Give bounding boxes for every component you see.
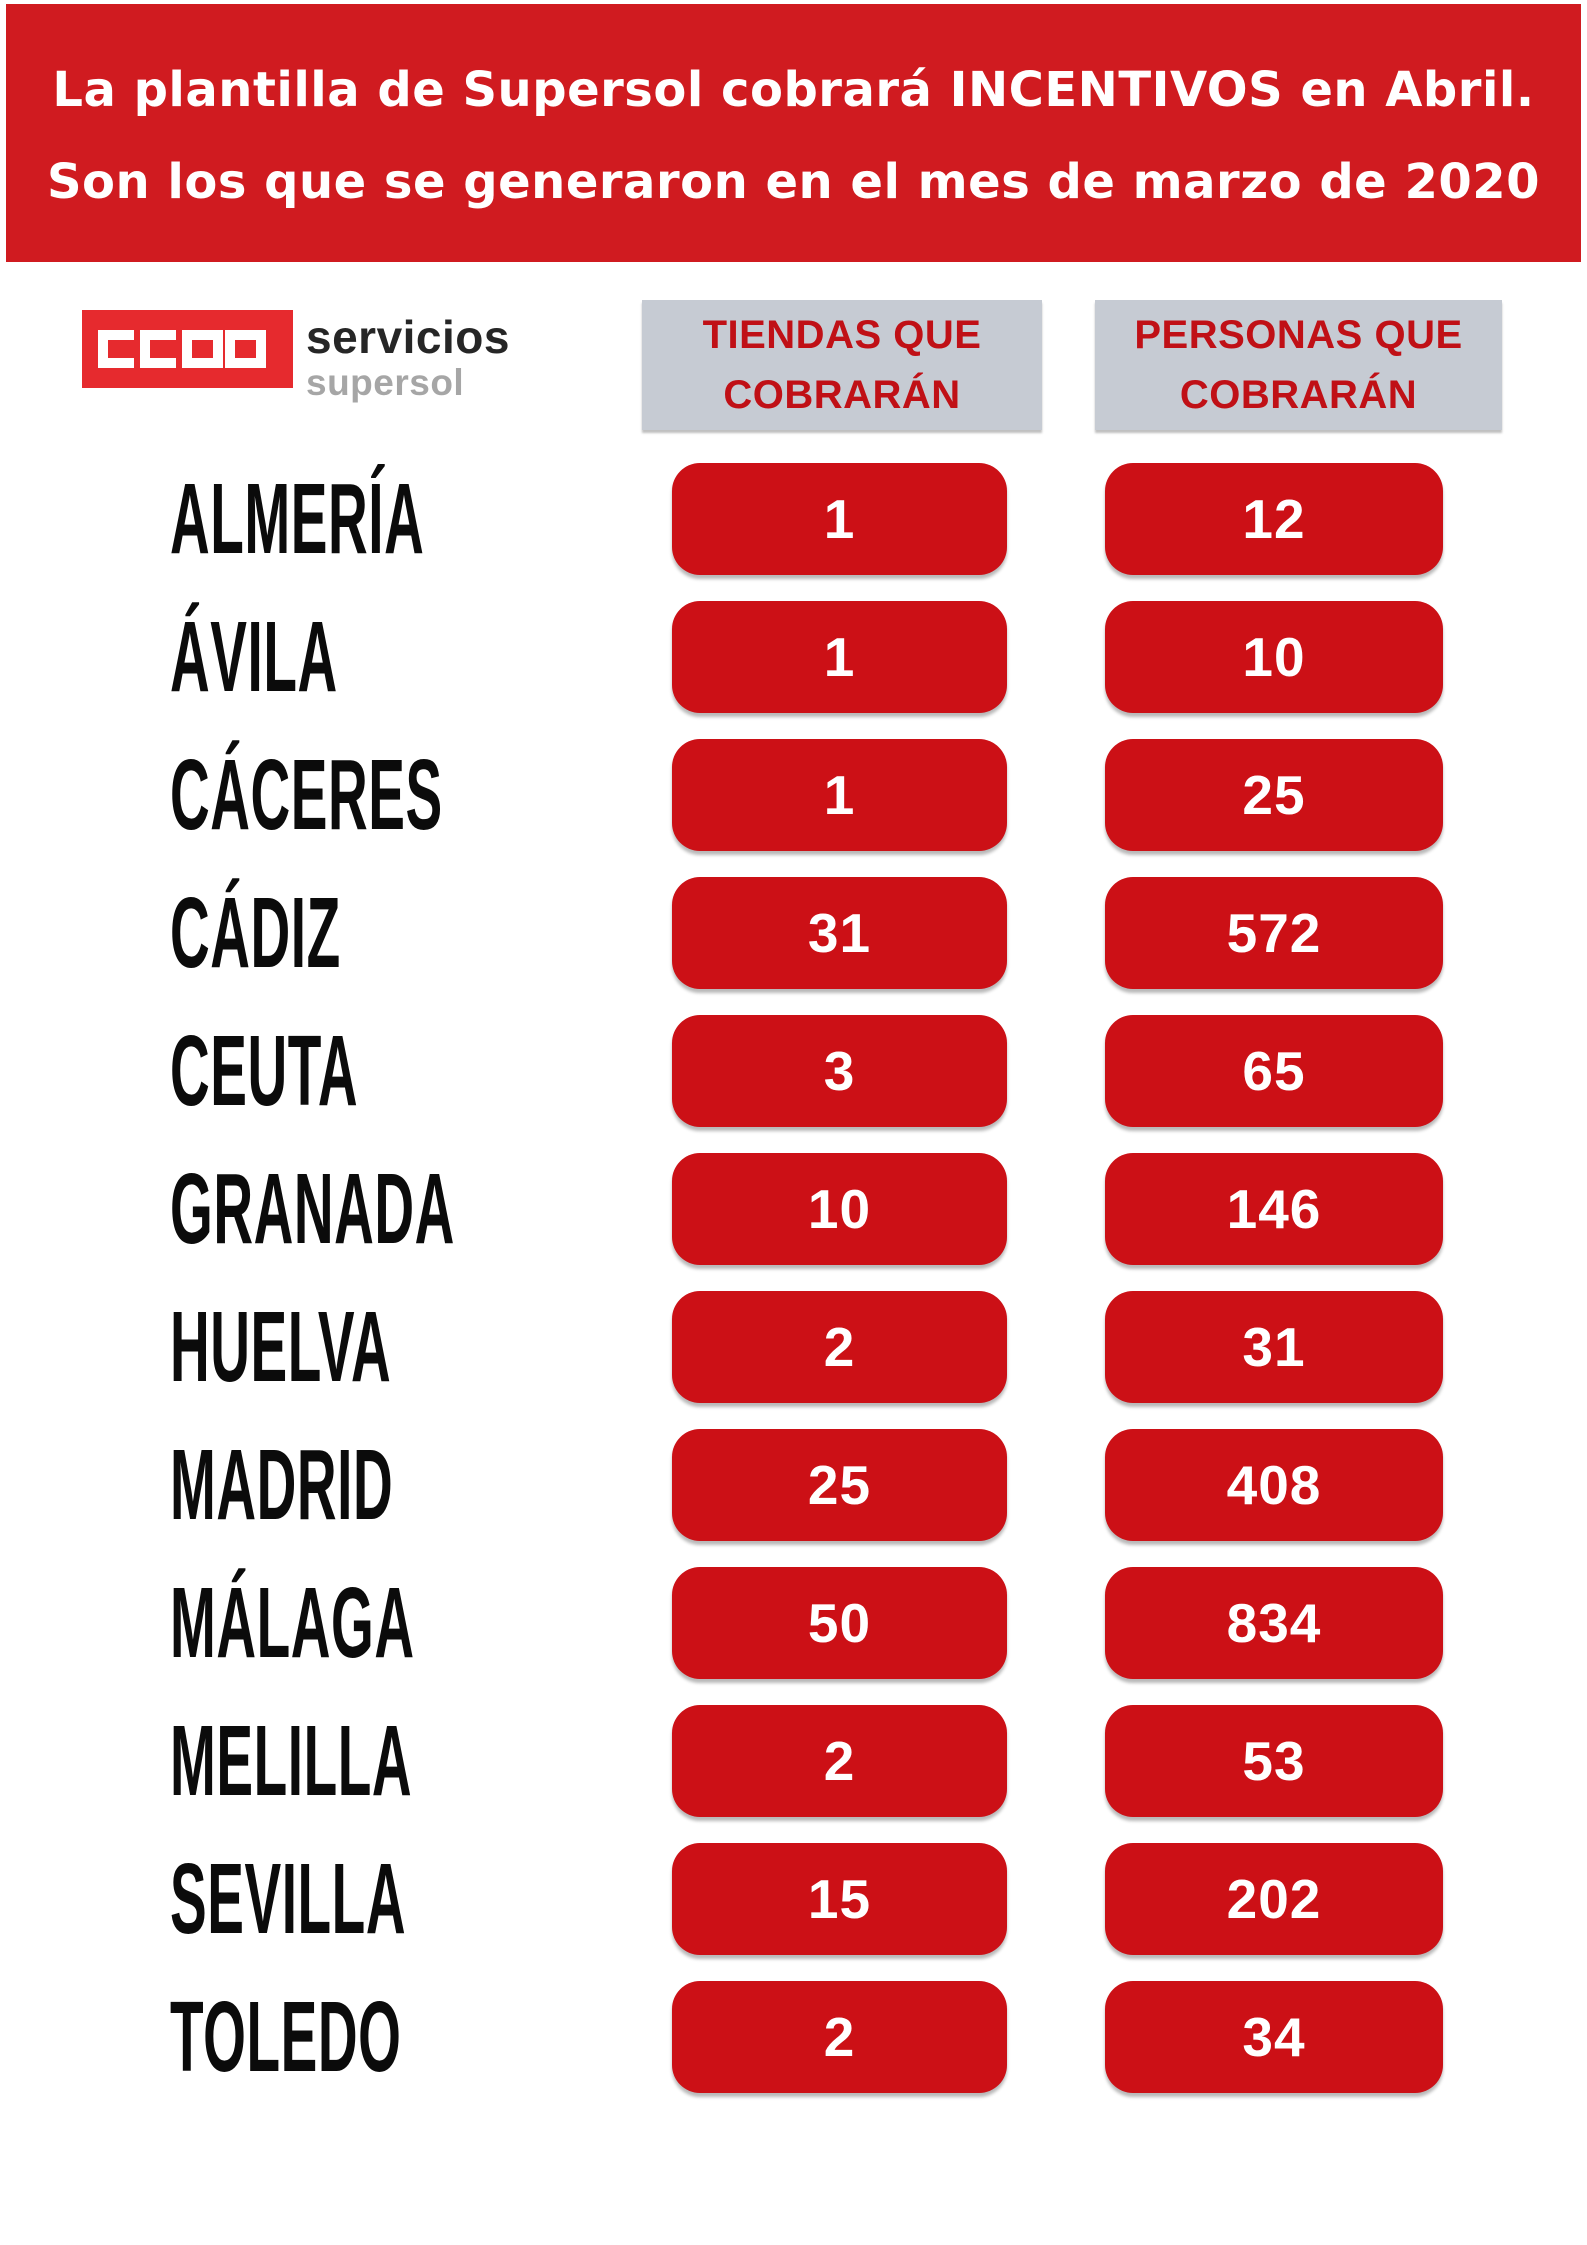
province-label: MELILLA — [170, 1704, 413, 1817]
personas-value-pill — [1105, 739, 1443, 851]
column-header-personas-line-1: PERSONAS QUE — [1134, 313, 1463, 357]
tiendas-value: 2 — [823, 1730, 856, 1792]
table-row — [0, 739, 1587, 851]
personas-value-pill — [1105, 1567, 1443, 1679]
rows — [0, 463, 1587, 2119]
province-label: ÁVILA — [170, 600, 338, 713]
column-header-tiendas-line-1: TIENDAS QUE — [702, 313, 982, 357]
logo-text-servicios: servicios — [306, 311, 510, 363]
tiendas-value-pill — [672, 1981, 1007, 2093]
table-row — [0, 463, 1587, 575]
personas-value: 10 — [1242, 626, 1306, 688]
personas-value: 34 — [1242, 2006, 1306, 2068]
table-row — [0, 1429, 1587, 1541]
province-label: CEUTA — [170, 1014, 359, 1127]
tiendas-value: 1 — [823, 626, 856, 688]
logo-text-supersol: supersol — [306, 362, 465, 403]
personas-value-pill — [1105, 463, 1443, 575]
tiendas-value: 3 — [823, 1040, 856, 1102]
personas-value-pill — [1105, 1291, 1443, 1403]
personas-value-pill — [1105, 601, 1443, 713]
personas-value-pill — [1105, 1153, 1443, 1265]
personas-value-pill — [1105, 1429, 1443, 1541]
column-header-tiendas — [642, 300, 1042, 430]
province-label: MÁLAGA — [170, 1566, 415, 1679]
tiendas-value-pill — [672, 601, 1007, 713]
personas-value: 572 — [1226, 902, 1322, 964]
table-row — [0, 1153, 1587, 1265]
province-label: HUELVA — [170, 1290, 392, 1403]
logo-text — [306, 311, 510, 403]
ccoo-logo — [82, 310, 510, 401]
tiendas-value-pill — [672, 1153, 1007, 1265]
personas-value: 65 — [1242, 1040, 1306, 1102]
column-header-tiendas-line-2: COBRARÁN — [723, 373, 961, 417]
tiendas-value-pill — [672, 1567, 1007, 1679]
personas-value-pill — [1105, 1015, 1443, 1127]
personas-value: 202 — [1226, 1868, 1322, 1930]
tiendas-value-pill — [672, 1843, 1007, 1955]
tiendas-value-pill — [672, 463, 1007, 575]
province-label: CÁDIZ — [170, 876, 341, 989]
tiendas-value-pill — [672, 739, 1007, 851]
province-label: MADRID — [170, 1428, 394, 1541]
table-row — [0, 1291, 1587, 1403]
tiendas-value: 15 — [807, 1868, 872, 1930]
tiendas-value-pill — [672, 1291, 1007, 1403]
personas-value: 408 — [1226, 1454, 1322, 1516]
table-row — [0, 1843, 1587, 1955]
tiendas-value-pill — [672, 1429, 1007, 1541]
table-row — [0, 877, 1587, 989]
province-label: TOLEDO — [170, 1980, 402, 2093]
tiendas-value: 2 — [823, 1316, 856, 1378]
tiendas-value-pill — [672, 877, 1007, 989]
banner-line-1: La plantilla de Supersol cobrará INCENTIVOS en Abril. — [52, 62, 1535, 118]
tiendas-value-pill — [672, 1015, 1007, 1127]
column-header-personas-line-2: COBRARÁN — [1179, 373, 1418, 417]
personas-value: 146 — [1226, 1178, 1322, 1240]
province-label: SEVILLA — [170, 1842, 407, 1955]
personas-value: 834 — [1226, 1592, 1322, 1654]
table-row — [0, 601, 1587, 713]
tiendas-value: 1 — [823, 488, 856, 550]
tiendas-value: 10 — [807, 1178, 872, 1240]
personas-value-pill — [1105, 1843, 1443, 1955]
personas-value: 31 — [1242, 1316, 1306, 1378]
tiendas-value: 50 — [807, 1592, 872, 1654]
personas-value: 53 — [1242, 1730, 1306, 1792]
personas-value: 25 — [1242, 764, 1306, 826]
personas-value: 12 — [1242, 488, 1306, 550]
table-row — [0, 1015, 1587, 1127]
ccoo-logo-icon — [82, 310, 293, 388]
banner — [6, 4, 1581, 262]
province-label: ALMERÍA — [170, 462, 425, 575]
banner-line-2: Son los que se generaron en el mes de marzo de 2020 — [46, 154, 1541, 210]
tiendas-value: 31 — [807, 902, 872, 964]
column-header-personas — [1095, 300, 1502, 430]
personas-value-pill — [1105, 877, 1443, 989]
tiendas-value: 2 — [823, 2006, 856, 2068]
table-row — [0, 1981, 1587, 2093]
tiendas-value: 1 — [823, 764, 856, 826]
personas-value-pill — [1105, 1981, 1443, 2093]
tiendas-value: 25 — [807, 1454, 872, 1516]
province-label: GRANADA — [170, 1152, 455, 1265]
table-row — [0, 1567, 1587, 1679]
province-label: CÁCERES — [170, 738, 443, 851]
personas-value-pill — [1105, 1705, 1443, 1817]
tiendas-value-pill — [672, 1705, 1007, 1817]
table-row — [0, 1705, 1587, 1817]
